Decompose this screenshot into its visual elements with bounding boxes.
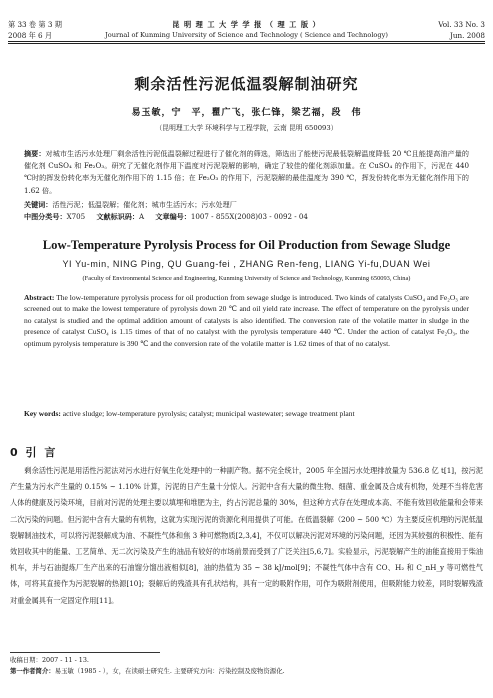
abstract-cn [24,148,469,197]
section-heading-introduction: 0 引 言 [10,446,58,459]
doc-code-label: 文献标识码： [96,212,139,221]
keywords-en-text: active sludge; low-temperature pyrolysis; catalyst; municipal wastewater; sewage treatment plant [60,409,355,418]
keywords-cn [24,199,469,211]
abstract-cn-label: 摘要： [24,149,46,158]
paper-title-en: Low-Temperature Pyrolysis Process for Oil Production from Sewage Sludge [42,238,451,252]
abstract-en-label: Abstract: [24,293,55,302]
footnote-author-text: 易玉敏（1985 - ），女，在读硕士研究生. 主要研究方向：污染控制及废物资源化. [54,667,285,675]
doc-code-value: A [139,212,145,221]
article-id-value: 1007 - 855X(2008)03 - 0092 - 04 [190,212,308,221]
introduction-paragraph: 剩余活性污泥是用活性污泥法对污水进行好氧生化处理中的一种副产物。据不完全统计，2005 年全国污水处理排放量为 536.8 亿 t[1]，按污泥产生量为污水产生量的 0.15% ~ 1.10% 计算，污泥的日产生量十分惊人。污泥中含有大量的微生物、细菌、重金属及合成有机物，处理不当将危害人体的健康及污染环境，目前对污泥的处理主要以填埋和堆肥为主，约占污泥总量的 30%，但这种方式存在处理成本高、不能有效回收能量和会带来二次污染的问题。但污泥中含有大量的有机物，这就为实现污泥的资源化利用提供了可能。在低温裂解（200 ~ 500 ℃）为主要反应机理的污泥低温裂解制油技术，可以将污泥裂解成为油、不凝性气体和焦 3 种可燃物质[2,3,4]，不仅可以解决污泥对环境的污染问题，还因为其较强的积极性、能有效回收其中的能量、工艺简单、无二次污染及产生的油品有较好的市场前景而受到了广泛关注[5,6,7]。实验显示，污泥裂解产生的油能直接用于柴油机车，并与石油提炼厂生产出来的石油馏分馏出液相似[8]，油的热值为 35 ~ 38 kJ/mol[9]；不凝性气体中含有 CO、H₂ 和 C_nH_y 等可燃性气体，可将其直接作为污泥裂解的热源[10]；裂解后的残渣具有孔状结构，具有一定的吸附作用，可作为吸附剂使用，但吸附能力较差，同时裂解残渣对重金属具有一定固定作用[11]。 [10,466,483,605]
footnote-author-label: 第一作者简介： [10,667,55,675]
clc-value: X705 [66,212,86,221]
journal-name-cn: 昆 明 理 工 大 学 学 报 （ 理 工 版 ） [172,20,321,29]
classification-line [24,211,469,223]
keywords-cn-label: 关键词： [24,200,53,209]
header-rule-bottom [8,43,485,44]
clc-label: 中图分类号： [24,212,67,221]
keywords-cn-text: 活性污泥；低温裂解；催化剂；城市生活污水；污水处理厂 [52,200,237,209]
volume-cn: 第 33 卷 第 3 期 [8,20,62,29]
abstract-en-text: The low-temperature pyrolysis process for oil production from sewage sludge is introduced. Two kinds of catalysts CuSO₄ and Fe₂O₃ are screened out to make the lowest temperature of pyrolysis down 20 ℃ and oil yield rate increase. The effect of temperature on the pyrolysis under no catalyst is studied and the optimal addition amount of catalysts is also identified. The conversion rate of the volatile matter in sludge in the presence of catalyst CuSO₄ is 1.15 times of that of no catalyst with the pyrolysis temperature 440 ℃. Under the action of catalyst Fe₂O₃, the optimum pyrolysis temperature is 390 ℃ and the conversion rate of the volatile matter is 1.62 times of that of no catalyst. [24,293,469,348]
footnote-author [10,667,483,676]
volume-en: Vol. 33 No. 3 [438,20,485,29]
keywords-en [24,408,469,419]
footnote-rule [10,652,160,653]
date-cn: 2008 年 6 月 [8,31,53,40]
keywords-en-label: Key words: [24,409,61,418]
authors-en: YI Yu-min, NING Ping, QU Guang-fei , ZHANG Ren-feng, LIANG Yi-fu,DUAN Wei [62,259,431,269]
date-en: Jun. 2008 [449,31,485,40]
article-id-label: 文章编号： [155,212,191,221]
footnote-received: 收稿日期：2007 - 11 - 13. [10,656,89,664]
header-rule-top [8,41,485,42]
affiliation-cn: （昆明理工大学 环境科学与工程学院，云南 昆明 650093） [155,124,338,132]
affiliation-en: (Faculty of Environmental Science and Engineering, Kunming University of Science and Technology, Kunming 650093, China) [82,275,411,282]
journal-name-en: Journal of Kunming University of Science and Technology ( Science and Technology) [105,31,388,39]
authors-cn: 易玉敏，宁 平，瞿广飞，张仁锋，梁艺福，段 伟 [131,108,362,118]
abstract-cn-text: 对城市生活污水处理厂剩余活性污泥低温裂解过程进行了催化剂的筛选，筛选出了能使污泥最低裂解温度降低 20 ℃且能提高油产量的催化剂 CuSO₄ 和 Fe₂O₃。研究了无催化剂作用下温度对污泥裂解的影响，确定了较佳的催化剂添加量。在 CuSO₄ 的作用下，污泥在 440 ℃时的挥发份转化率为无催化剂作用下的 1.15 倍；在 Fe₂O₃ 的作用下，污泥裂解的最佳温度为 390 ℃，挥发份转化率为无催化剂作用下的 1.62 倍。 [24,149,470,195]
paper-title-cn: 剩余活性污泥低温裂解制油研究 [134,75,359,93]
abstract-en [24,292,469,349]
